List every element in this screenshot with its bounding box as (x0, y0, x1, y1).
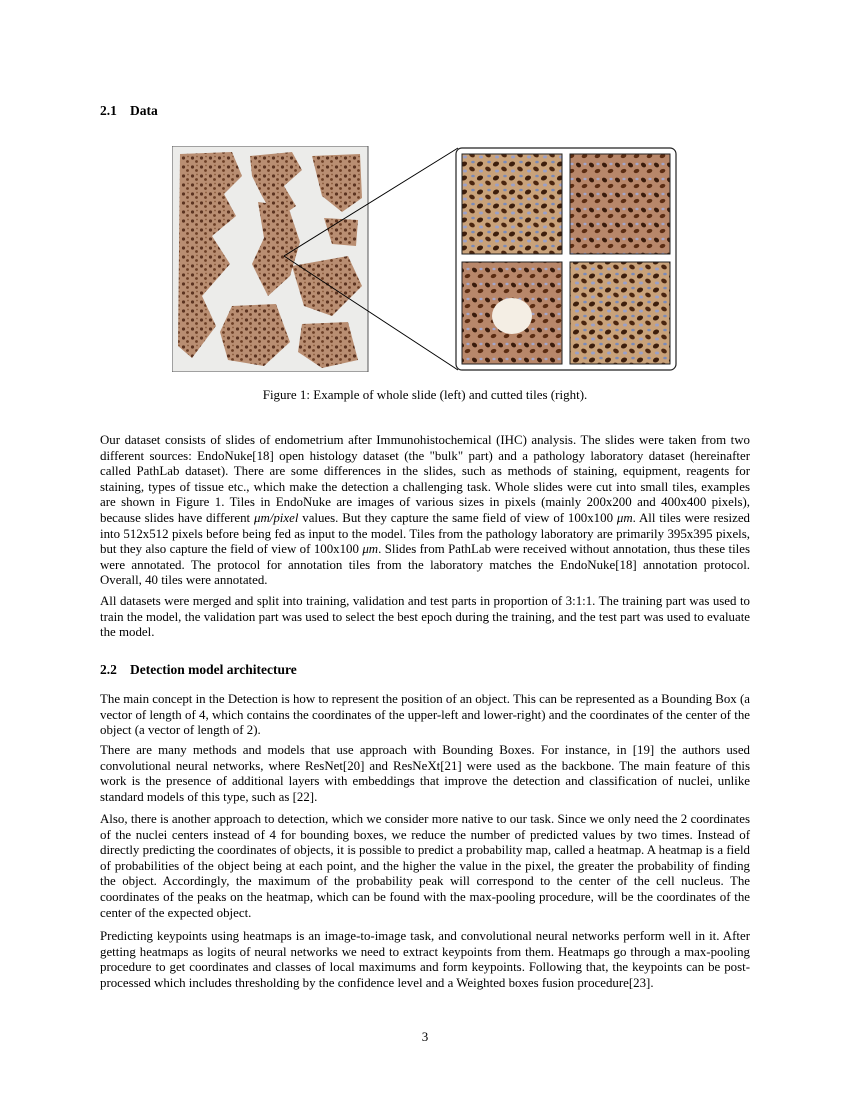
section-title: Detection model architecture (130, 662, 297, 677)
tile-bottom-right (570, 262, 670, 364)
gland-lumen (492, 298, 532, 334)
section-number: 2.1 (100, 103, 117, 118)
cutted-tiles-panel (456, 148, 676, 370)
section-title: Data (130, 103, 158, 118)
paragraph-heatmap-approach: Also, there is another approach to detection, which we consider more native to our task. Since we only need the 2 coordinates of the nuclei centers instead of 4 for bounding boxes, we reduce the number of predicted values by two times. Instead of directly predicting the coordinates of objects, it is possible to predict a probability map, called a heatmap. A heatmap is a field of probabilities of the object being at each point, and the higher the value in the pixel, the greater the probability of finding the object. Accordingly, the maximum of the probability peak will correspond to the center of the cell nucleus. The coordinates of the peaks on the heatmap, which can be found with the max-pooling procedure, will be the coordinates of the center of the expected object. (100, 812, 750, 920)
tile-top-left (462, 154, 562, 254)
section-heading-detection-model (100, 662, 297, 678)
page-number: 3 (421, 1029, 429, 1044)
figure-1 (172, 146, 678, 372)
paragraph-bounding-boxes: There are many methods and models that use approach with Bounding Boxes. For instance, in [19] the authors used convolutional neural networks, where ResNet[20] and ResNeXt[21] were used as the backbone. The main feature of this work is the presence of additional layers with embeddings that improve the detection and classification of nuclei, unlike standard models of this type, such as [22]. (100, 743, 750, 804)
paragraph-dataset-split: All datasets were merged and split into training, validation and test parts in proportion of 3:1:1. The training part was used to train the model, the validation part was used to select the best epoch during the training, and the test part was used to evaluate the model. (100, 594, 750, 640)
section-heading-data (100, 103, 158, 119)
whole-slide-image (172, 146, 368, 372)
tile-top-right (570, 154, 670, 254)
figure-caption: Figure 1: Example of whole slide (left) and cutted tiles (right). (262, 387, 588, 402)
paragraph-keypoints: Predicting keypoints using heatmaps is an image-to-image task, and convolutional neural networks perform well in it. After getting heatmaps as logits of neural networks we need to extract keypoints from them. Heatmaps go through a max-pooling procedure to get coordinates and classes of local maximums and form keypoints. Following that, the keypoints can be post-processed which includes thresholding by the confidence level and a Weighted boxes fusion procedure[23]. (100, 929, 750, 990)
paragraph-dataset-description: Our dataset consists of slides of endometrium after Immunohistochemical (IHC) analysis. The slides were taken from two different sources: EndoNuke[18] open histology dataset (the "bulk" part) and a pathology laboratory dataset (hereinafter called PathLab dataset). There are some differences in the slides, such as methods of staining, equipment, reagents for staining, types of tissue etc., which make the detection a challenging task. Whole slides were cut into small tiles, examples are shown in Figure 1. Tiles in EndoNuke are images of various sizes in pixels (mainly 200x200 and 400x400 pixels), because slides have different μm/pixel values. But they capture the same field of view of 100x100 μm. All tiles were resized into 512x512 pixels before being fed as input to the model. Tiles from the pathology laboratory are primarily 395x395 pixels, but they also capture the field of view of 100x100 μm. Slides from PathLab were received without annotation, thus these tiles were annotated. The protocol for annotation tiles from the laboratory matches the EndoNuke[18] annotation protocol. Overall, 40 tiles were annotated. (100, 433, 750, 588)
section-number: 2.2 (100, 662, 117, 677)
paragraph-detection-concept: The main concept in the Detection is how to represent the position of an object. This can be represented as a Bounding Box (a vector of length of 4, which contains the coordinates of the upper-left and lower-right) and the coordinates of the center of the object (a vector of length of 2). (100, 692, 750, 738)
